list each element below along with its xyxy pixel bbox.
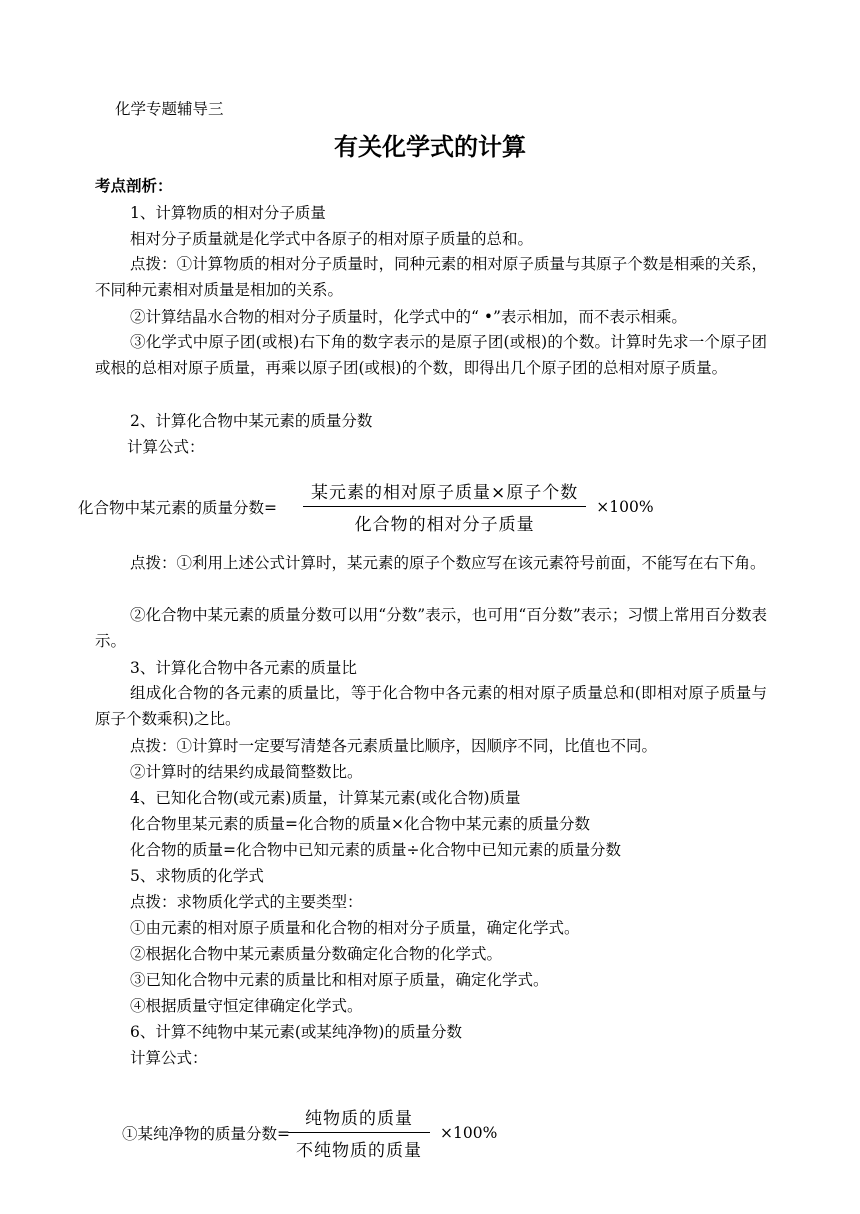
mass-fraction-formula xyxy=(78,478,654,535)
formula-numerator: 某元素的相对原子质量×原子个数 xyxy=(311,483,579,503)
section-label: 考点剖析： xyxy=(95,177,173,195)
s1-tip3: ③化学式中原子团(或根)右下角的数字表示的是原子团(或根)的个数。计算时先求一个原子团或根的总相对原子质量，再乘以原子团(或根)的个数，即得出几个原子团的总相对原子质量。 xyxy=(95,333,767,377)
s1-heading: 1、计算物质的相对分子质量 xyxy=(130,204,326,222)
purity-formula-lhs: ①某纯净物的质量分数= xyxy=(122,1124,290,1143)
s5-type2: ②根据化合物中某元素质量分数确定化合物的化学式。 xyxy=(130,945,503,963)
formula-denominator: 化合物的相对分子质量 xyxy=(303,506,586,535)
s3-heading: 3、计算化合物中各元素的质量比 xyxy=(130,659,357,677)
s6-formula-label: 计算公式： xyxy=(130,1049,208,1067)
s5-tip: 点拨：求物质化学式的主要类型： xyxy=(130,893,363,911)
s6-heading: 6、计算不纯物中某元素(或某纯净物)的质量分数 xyxy=(130,1023,462,1041)
s5-type1: ①由元素的相对原子质量和化合物的相对分子质量，确定化学式。 xyxy=(130,919,580,937)
purity-formula xyxy=(122,1104,497,1161)
s3-tip2: ②计算时的结果约成最简整数比。 xyxy=(130,763,363,781)
purity-formula-denominator: 不纯物质的质量 xyxy=(288,1132,430,1161)
page-title: 有关化学式的计算 xyxy=(334,133,526,161)
formula-fraction xyxy=(307,478,582,535)
s5-heading: 5、求物质的化学式 xyxy=(130,867,264,885)
s2-formula-label: 计算公式： xyxy=(127,438,205,456)
s3-tip1: 点拨：①计算时一定要写清楚各元素质量比顺序，因顺序不同，比值也不同。 xyxy=(130,737,658,755)
formula-suffix: ×100% xyxy=(596,497,654,516)
document-header: 化学专题辅导三 xyxy=(115,100,224,118)
s1-definition: 相对分子质量就是化学式中各原子的相对原子质量的总和。 xyxy=(130,230,534,248)
s2-heading: 2、计算化合物中某元素的质量分数 xyxy=(130,412,373,430)
purity-formula-fraction xyxy=(292,1104,426,1161)
s3-definition: 组成化合物的各元素的质量比，等于化合物中各元素的相对原子质量总和(即相对原子质量与原子个数乘积)之比。 xyxy=(95,684,767,728)
s4-line2: 化合物的质量=化合物中已知元素的质量÷化合物中已知元素的质量分数 xyxy=(130,841,621,859)
s2-tip2: ②化合物中某元素的质量分数可以用“分数”表示，也可用“百分数”表示；习惯上常用百分数表示。 xyxy=(95,606,767,650)
s5-type4: ④根据质量守恒定律确定化学式。 xyxy=(130,997,363,1015)
s1-tip1: 点拨：①计算物质的相对分子质量时，同种元素的相对原子质量与其原子个数是相乘的关系，不同种元素相对质量是相加的关系。 xyxy=(95,255,767,299)
purity-formula-numerator: 纯物质的质量 xyxy=(305,1109,413,1129)
purity-formula-suffix: ×100% xyxy=(440,1123,498,1142)
formula-lhs: 化合物中某元素的质量分数= xyxy=(78,498,277,517)
s2-tip1: 点拨：①利用上述公式计算时，某元素的原子个数应写在该元素符号前面，不能写在右下角。 xyxy=(130,554,766,572)
s1-tip2: ②计算结晶水合物的相对分子质量时，化学式中的“ •”表示相加，而不表示相乘。 xyxy=(130,308,687,326)
s5-type3: ③已知化合物中元素的质量比和相对原子质量，确定化学式。 xyxy=(130,971,549,989)
s4-heading: 4、已知化合物(或元素)质量，计算某元素(或化合物)质量 xyxy=(130,789,521,807)
s4-line1: 化合物里某元素的质量=化合物的质量×化合物中某元素的质量分数 xyxy=(130,815,590,833)
